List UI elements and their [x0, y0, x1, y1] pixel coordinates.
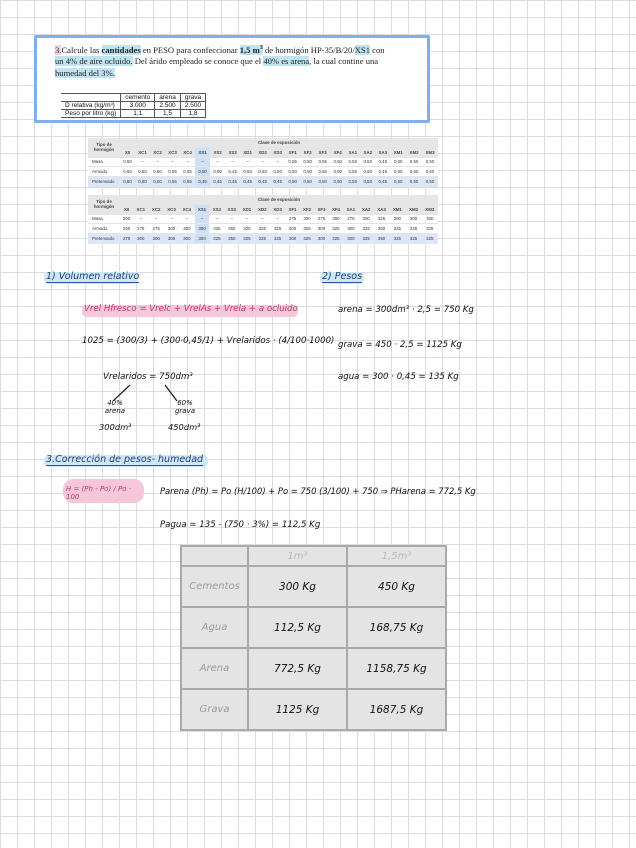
table-cell: 0,45: [270, 177, 285, 187]
row-label: Armado: [88, 167, 120, 177]
row-label: Armado: [88, 224, 120, 234]
column-header: XS3: [225, 147, 240, 157]
peso-agua-corregido: Pagua = 135 - (750 · 3%) = 112,5 Kg: [160, 520, 321, 530]
table-row: [88, 234, 438, 244]
table-cell: 300: [149, 234, 164, 244]
table-cell: 300: [179, 224, 194, 234]
grava-percent: 60% grava: [174, 399, 196, 415]
table-row: Cementos 300 Kg 450 Kg: [181, 566, 446, 607]
table-cell: 0,50: [330, 177, 345, 187]
table-cell: –: [165, 157, 180, 167]
table-cell: 300: [164, 234, 179, 244]
column-header: XC4: [180, 147, 195, 157]
table-cell: 325: [255, 234, 270, 244]
column-header: XM1: [390, 147, 406, 157]
table-cell: 0,55: [285, 157, 300, 167]
table-cell: 0,50: [390, 157, 406, 167]
table-cell: 0,50: [300, 157, 315, 167]
column-header: X0: [120, 147, 135, 157]
table-cell: 300: [164, 224, 179, 234]
heading-correccion-humedad: 3.Corrección de pesos- humedad: [46, 454, 204, 465]
table-cell: 0,60: [135, 167, 150, 177]
column-header: XS2: [210, 147, 225, 157]
table-cell: 0,45: [195, 177, 210, 187]
table-cell: 0,60: [135, 177, 150, 187]
table-cell: 0,50: [360, 167, 375, 177]
table-cell: 0,50: [315, 177, 330, 187]
column-header: XC3: [164, 204, 179, 214]
column-header: XF2: [300, 147, 315, 157]
column-header: XC2: [150, 147, 165, 157]
table-cell: 250: [120, 224, 133, 234]
column-header: XS1: [195, 204, 210, 214]
table-cell: 0,45: [375, 167, 390, 177]
column-header: XF3: [315, 147, 330, 157]
table-cell: 325: [255, 224, 270, 234]
table-cell: 300: [179, 234, 194, 244]
table-cell: 0,50: [345, 177, 360, 187]
table-cell: 325: [270, 234, 285, 244]
column-header: XC1: [135, 147, 150, 157]
table-row: Arena 772,5 Kg 1158,75 Kg: [181, 648, 446, 689]
eq-1025: 1025 = (300/3) + (300·0,45/1) + Vrelaridos · (4/100·1000): [82, 336, 335, 346]
table-cell: 0,60: [120, 167, 135, 177]
exposure-table-wc-ratio: [88, 138, 438, 187]
table-cell: 0,50: [406, 177, 422, 187]
heading-pesos: 2) Pesos: [322, 271, 363, 282]
table-row: [88, 167, 438, 177]
column-header: XD1: [240, 147, 255, 157]
table-cell: 275: [314, 214, 328, 224]
table-cell: 0,50: [330, 157, 345, 167]
table-row: Agua 112,5 Kg 168,75 Kg: [181, 607, 446, 648]
table-cell: 0,50: [360, 157, 375, 167]
row-label: Masa: [88, 214, 120, 224]
table-cell: 325: [300, 234, 314, 244]
table-cell: 325: [389, 224, 405, 234]
table-cell: 0,50: [406, 157, 422, 167]
table-cell: 325: [209, 224, 224, 234]
column-header: XA1: [343, 204, 358, 214]
vrel-aridos: Vrelaridos = 750dm³: [103, 372, 193, 382]
table-cell: 325: [329, 224, 343, 234]
table-cell: 325: [239, 224, 254, 234]
table-cell: 0,55: [180, 177, 195, 187]
column-header: XS1: [195, 147, 210, 157]
grava-volume: 450dm³: [168, 422, 201, 432]
table-cell: 300: [300, 214, 314, 224]
table-cell: 0,45: [375, 157, 390, 167]
table-cell: 275: [120, 234, 133, 244]
column-header: XD2: [255, 147, 270, 157]
table-cell: 325: [405, 234, 421, 244]
table-cell: 275: [285, 214, 299, 224]
corner-label: Tipo de hormigón: [88, 195, 120, 214]
table-cell: 0,55: [180, 167, 195, 177]
table-cell: 0,50: [422, 167, 438, 177]
table-cell: 0,45: [375, 177, 390, 187]
peso-arena-humeda: Parena (Ph) = Po (H/100) + Po = 750 (3/100) + 750 ⇒ PHarena = 772,5 Kg: [160, 486, 476, 496]
table-cell: 275: [343, 214, 358, 224]
problem-statement: [34, 35, 430, 123]
table-cell: 300: [195, 224, 210, 234]
peso-grava: grava = 450 · 2,5 = 1125 Kg: [338, 340, 462, 350]
table-cell: 300: [285, 224, 299, 234]
table-cell: 275: [149, 224, 164, 234]
group-label: Clase de exposición: [120, 195, 438, 204]
table-cell: 0,50: [255, 167, 270, 177]
table-row: [88, 177, 438, 187]
table-cell: 0,60: [150, 177, 165, 187]
table-cell: –: [164, 214, 179, 224]
table-cell: 325: [300, 224, 314, 234]
group-label: Clase de exposición: [120, 138, 438, 147]
table-cell: –: [270, 214, 285, 224]
table-row: [88, 214, 438, 224]
arena-percent: 40% arena: [104, 399, 126, 415]
column-header: XM3: [422, 204, 438, 214]
table-cell: 0,50: [406, 167, 422, 177]
table-cell: –: [224, 214, 239, 224]
results-table: [180, 545, 447, 731]
table-cell: 300: [343, 224, 358, 234]
table-cell: 0,55: [165, 167, 180, 177]
table-cell: 200: [120, 214, 133, 224]
row-label: Masa: [88, 157, 120, 167]
table-cell: 300: [195, 234, 210, 244]
col-1m3: 1m³: [248, 546, 347, 566]
table-cell: 0,50: [360, 177, 375, 187]
column-header: XA1: [345, 147, 360, 157]
table-cell: 300: [314, 224, 328, 234]
table-cell: 300: [389, 214, 405, 224]
heading-volumen-relativo: 1) Volumen relativo: [46, 271, 140, 282]
table-cell: 300: [359, 214, 374, 224]
peso-arena: arena = 300dm³ · 2,5 = 750 Kg: [338, 305, 474, 315]
problem-text: 3.Calcule las cantidades en PESO para confeccionar 1,5 $m^3$ de hormigón HP-35/B/20/XS1 con un 4% de aire ocluido. Del árido empleado se conoce que el 40% es arena, la cual contine una humedad del 3%.: [55, 44, 385, 78]
table-cell: –: [180, 157, 195, 167]
table-cell: –: [195, 214, 210, 224]
table-cell: –: [240, 157, 255, 167]
table-cell: 325: [422, 234, 438, 244]
table-cell: –: [225, 157, 240, 167]
table-cell: 275: [133, 224, 148, 234]
table-cell: –: [179, 214, 194, 224]
exposure-table-cement-content: [88, 195, 438, 244]
table-row: Grava 1125 Kg 1687,5 Kg: [181, 689, 446, 730]
column-header: XM2: [406, 147, 422, 157]
column-header: XD2: [255, 204, 270, 214]
table-cell: 325: [389, 234, 405, 244]
table-cell: –: [255, 214, 270, 224]
column-header: XA2: [359, 204, 374, 214]
column-header: XD1: [239, 204, 254, 214]
table-cell: 300: [405, 214, 421, 224]
column-header: XC1: [133, 204, 148, 214]
table-cell: 325: [329, 234, 343, 244]
problem-number: 3.: [55, 44, 62, 55]
table-cell: 325: [209, 234, 224, 244]
column-header: XS3: [224, 204, 239, 214]
column-header: XC3: [165, 147, 180, 157]
column-header: XM1: [389, 204, 405, 214]
column-header: XC2: [149, 204, 164, 214]
column-header: XD3: [270, 147, 285, 157]
humidity-formula: H = (Ph - Po) / Po · 100: [66, 485, 131, 501]
column-header: X0: [120, 204, 133, 214]
table-cell: 0,50: [300, 167, 315, 177]
table-cell: 0,50: [345, 167, 360, 177]
table-cell: –: [150, 157, 165, 167]
table-cell: 300: [314, 234, 328, 244]
table-cell: 0,50: [330, 167, 345, 177]
table-cell: –: [149, 214, 164, 224]
table-cell: –: [133, 214, 148, 224]
table-cell: 350: [374, 224, 389, 234]
table-cell: 300: [343, 234, 358, 244]
column-header: XA3: [375, 147, 390, 157]
table-cell: 350: [374, 234, 389, 244]
table-cell: 0,50: [300, 177, 315, 187]
table-cell: 0,45: [240, 177, 255, 187]
table-cell: 0,50: [422, 157, 438, 167]
densities-table: cemento arena grava D relativa (kg/m³) 3.000 2.500 2.500 Peso por litro (kg) 1,1 1,5 1,8: [61, 93, 206, 118]
column-header: XD3: [270, 204, 285, 214]
table-cell: 0,50: [390, 177, 406, 187]
table-cell: 350: [224, 224, 239, 234]
column-header: XM3: [422, 147, 438, 157]
table-cell: –: [209, 214, 224, 224]
column-header: XC4: [179, 204, 194, 214]
table-cell: 0,45: [255, 177, 270, 187]
table-cell: –: [195, 157, 210, 167]
table-cell: 325: [270, 224, 285, 234]
table-cell: 0,50: [285, 167, 300, 177]
table-cell: 325: [374, 214, 389, 224]
table-cell: 0,45: [225, 167, 240, 177]
eq-volumen-fresco: Vrel Hfresco = Vrelc + VrelAs + Vrela + a ocluido: [84, 304, 298, 314]
table-cell: 0,60: [120, 177, 135, 187]
table-row: [88, 224, 438, 234]
table-cell: –: [255, 157, 270, 167]
table-cell: 0,50: [210, 167, 225, 177]
table-row: [88, 157, 438, 167]
table-cell: 300: [329, 214, 343, 224]
table-cell: 0,55: [315, 157, 330, 167]
table-cell: –: [270, 157, 285, 167]
table-cell: 0,50: [345, 157, 360, 167]
table-cell: 300: [422, 214, 438, 224]
column-header: XM2: [405, 204, 421, 214]
table-cell: 0,55: [315, 167, 330, 177]
table-cell: 300: [285, 234, 299, 244]
table-cell: 350: [224, 234, 239, 244]
table-cell: –: [239, 214, 254, 224]
table-cell: 325: [359, 234, 374, 244]
table-cell: 0,60: [150, 167, 165, 177]
table-cell: 325: [359, 224, 374, 234]
column-header: XF4: [329, 204, 343, 214]
column-header: XF4: [330, 147, 345, 157]
table-cell: 300: [133, 234, 148, 244]
table-cell: 0,50: [422, 177, 438, 187]
row-label: Pretensado: [88, 234, 120, 244]
table-cell: 0,50: [285, 177, 300, 187]
column-header: XS2: [209, 204, 224, 214]
row-label: Pretensado: [88, 177, 120, 187]
table-cell: 0,50: [270, 167, 285, 177]
table-cell: 0,55: [165, 177, 180, 187]
corner-label: Tipo de hormigón: [88, 138, 120, 157]
arena-volume: 300dm³: [99, 422, 132, 432]
table-cell: –: [210, 157, 225, 167]
col-1-5m3: 1,5m³: [347, 546, 446, 566]
table-cell: 0,45: [210, 177, 225, 187]
column-header: XA2: [360, 147, 375, 157]
table-cell: 325: [239, 234, 254, 244]
table-cell: 0,45: [225, 177, 240, 187]
table-cell: 325: [422, 224, 438, 234]
table-cell: 0,50: [195, 167, 210, 177]
table-cell: 0,50: [390, 167, 406, 177]
table-cell: 0,50: [240, 167, 255, 177]
column-header: XA3: [374, 204, 389, 214]
table-cell: 325: [405, 224, 421, 234]
column-header: XF3: [314, 204, 328, 214]
column-header: XF2: [300, 204, 314, 214]
table-cell: –: [135, 157, 150, 167]
table-cell: 0,60: [120, 157, 135, 167]
column-header: XF1: [285, 204, 299, 214]
column-header: XF1: [285, 147, 300, 157]
peso-agua: agua = 300 · 0,45 = 135 Kg: [338, 372, 459, 382]
